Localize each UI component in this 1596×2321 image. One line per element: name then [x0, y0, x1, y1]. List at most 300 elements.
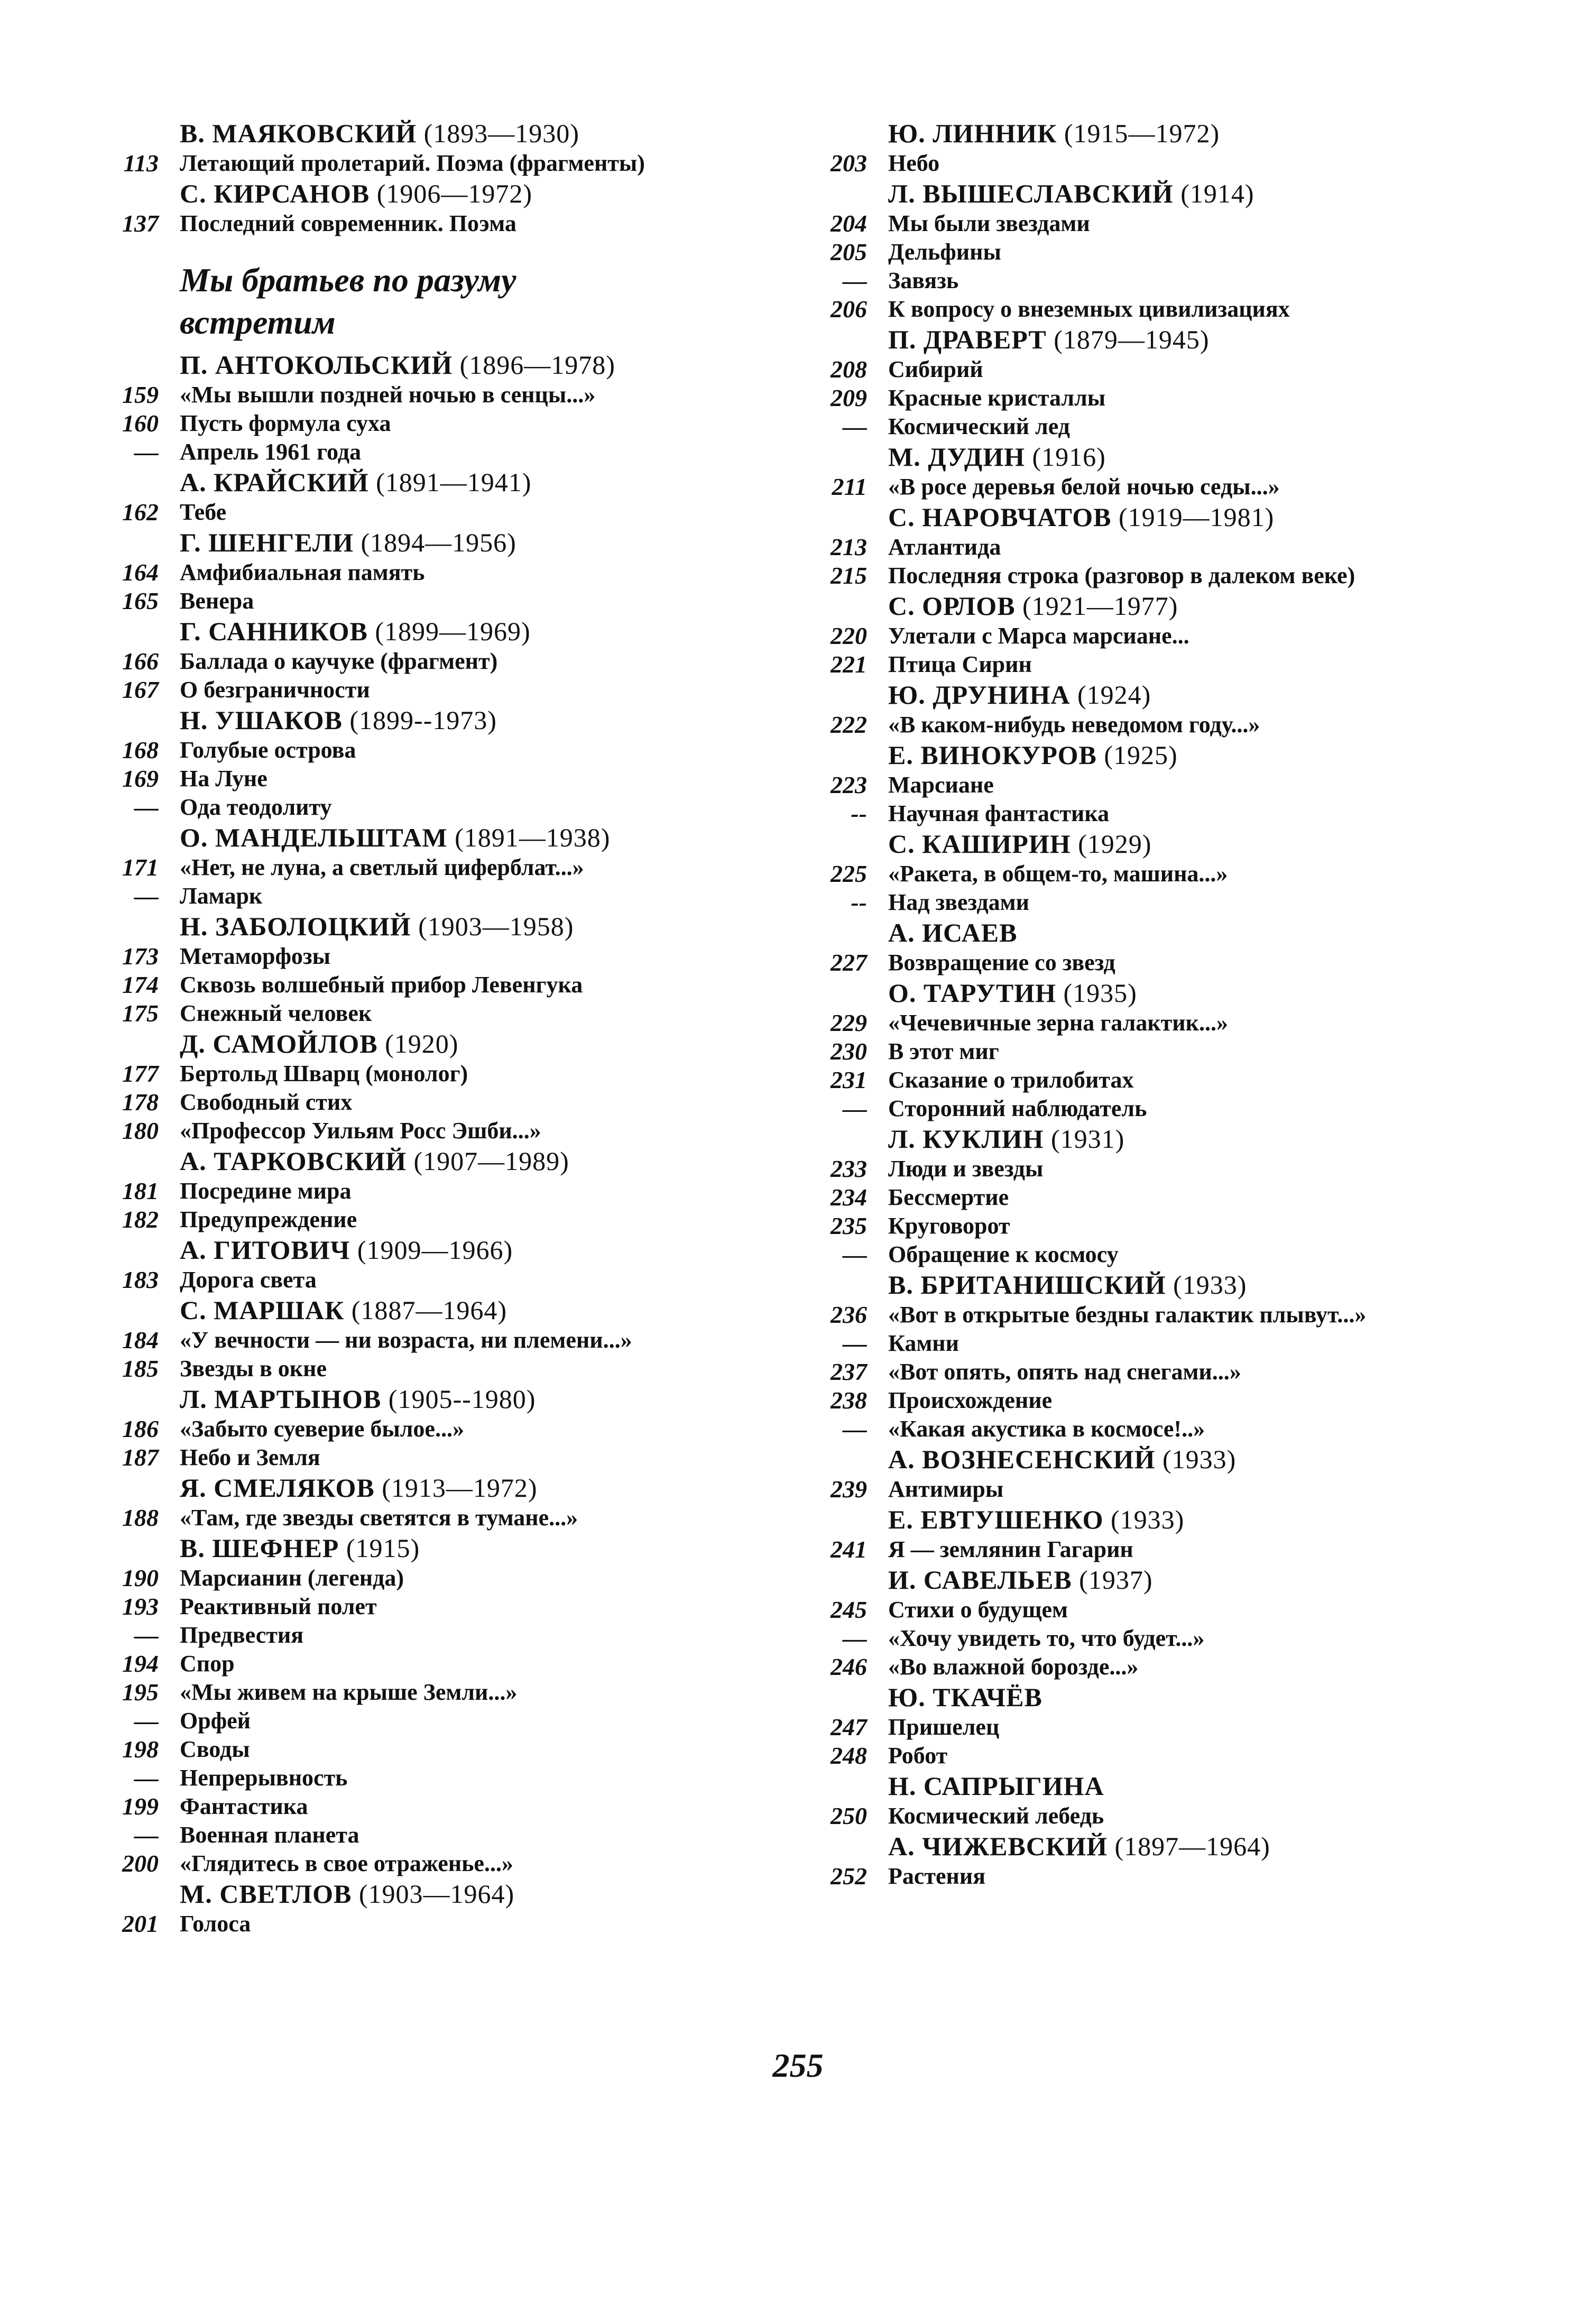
work-title: Пусть формула суха	[180, 410, 391, 436]
author-years: (1935)	[1063, 978, 1137, 1008]
work-title: Возвращение со звезд	[888, 950, 1115, 975]
page-ref: 239	[831, 1476, 867, 1503]
page-ref: 193	[122, 1593, 159, 1620]
work-entry	[804, 1301, 1575, 1329]
work-title: Сквозь волшебный прибор Левенгука	[180, 972, 583, 998]
page-ref: 238	[831, 1387, 867, 1414]
page-ref: 173	[122, 943, 159, 970]
work-entry	[804, 1386, 1575, 1415]
page-ref: 174	[122, 971, 159, 998]
work-entry	[95, 1592, 793, 1621]
author-name: В. БРИТАНИШСКИЙ	[888, 1270, 1166, 1300]
work-title: Голоса	[180, 1911, 251, 1937]
work-entry	[804, 1475, 1575, 1504]
work-title: «Ракета, в общем-то, машина...»	[888, 861, 1228, 887]
work-entry	[804, 1653, 1575, 1681]
work-entry	[95, 971, 793, 999]
author-name: Л. МАРТЫНОВ	[180, 1384, 382, 1414]
author-years: (1933)	[1162, 1444, 1237, 1474]
work-entry	[804, 1415, 1575, 1443]
author-name: А. КРАЙСКИЙ	[180, 467, 369, 497]
author-years: (1903—1958)	[418, 911, 574, 941]
page-ref: 221	[831, 651, 867, 678]
work-title: Пришелец	[888, 1714, 1000, 1740]
work-title: Люди и звезды	[888, 1156, 1044, 1182]
page-ref: —	[843, 413, 867, 440]
author-heading	[95, 1145, 793, 1177]
author-name: Ю. ДРУНИНА	[888, 680, 1071, 710]
work-title: Ламарк	[180, 883, 263, 909]
page-ref: 209	[831, 384, 867, 411]
work-title: Завязь	[888, 268, 959, 293]
work-entry	[804, 149, 1575, 178]
page-ref: —	[134, 1622, 159, 1648]
page-ref: 159	[122, 381, 159, 408]
work-title: Метаморфозы	[180, 943, 330, 969]
author-heading	[804, 1681, 1575, 1713]
page-ref: 160	[122, 410, 159, 437]
author-name: А. ВОЗНЕСЕНСКИЙ	[888, 1444, 1156, 1474]
page-ref: 237	[831, 1358, 867, 1385]
work-entry	[95, 736, 793, 765]
work-entry	[95, 1088, 793, 1117]
work-entry	[95, 1415, 793, 1443]
work-entry	[95, 1266, 793, 1294]
work-title: Военная планета	[180, 1822, 359, 1848]
author-name: А. ИСАЕВ	[888, 918, 1018, 947]
author-heading	[95, 1878, 793, 1910]
work-entry	[95, 942, 793, 971]
work-title: Камни	[888, 1330, 959, 1356]
work-entry	[95, 1355, 793, 1383]
author-name: Я. СМЕЛЯКОВ	[180, 1473, 375, 1503]
author-years: (1905--1980)	[388, 1384, 536, 1414]
page-ref: 200	[122, 1850, 159, 1877]
page-ref: 183	[122, 1266, 159, 1293]
work-entry	[95, 765, 793, 793]
work-entry	[804, 771, 1575, 799]
page-ref: 236	[831, 1301, 867, 1328]
work-entry	[95, 1849, 793, 1878]
work-title: «Во влажной борозде...»	[888, 1654, 1139, 1680]
work-title: В этот миг	[888, 1038, 999, 1064]
page-number: 255	[772, 2047, 824, 2084]
page-ref: 222	[831, 711, 867, 738]
work-entry	[95, 587, 793, 615]
work-entry	[95, 209, 793, 238]
work-entry	[804, 384, 1575, 412]
author-name: Е. ВИНОКУРОВ	[888, 740, 1097, 770]
page-ref: 208	[831, 356, 867, 383]
page-ref: 205	[831, 238, 867, 265]
work-entry	[804, 1009, 1575, 1037]
author-heading	[804, 501, 1575, 533]
author-years: (1909—1966)	[357, 1235, 513, 1265]
work-entry	[95, 999, 793, 1028]
page-ref: --	[851, 889, 867, 916]
work-entry	[95, 882, 793, 910]
work-entry	[804, 561, 1575, 590]
work-entry	[95, 647, 793, 676]
work-title: Звезды в окне	[180, 1356, 327, 1381]
author-years: (1916)	[1032, 442, 1106, 472]
work-title: Тебе	[180, 499, 227, 525]
work-title: Ода теодолиту	[180, 794, 332, 820]
author-years: (1899—1969)	[375, 616, 531, 646]
work-entry	[804, 1358, 1575, 1386]
work-title: «В каком-нибудь неведомом году...»	[888, 712, 1260, 738]
work-title: Апрель 1961 года	[180, 439, 361, 465]
author-years: (1921—1977)	[1022, 591, 1178, 621]
author-heading	[804, 1770, 1575, 1802]
work-entry	[804, 1183, 1575, 1212]
work-entry	[804, 295, 1575, 324]
work-entry	[804, 1037, 1575, 1066]
page-ref: —	[134, 1764, 159, 1791]
author-heading	[804, 1269, 1575, 1301]
author-years: (1933)	[1173, 1270, 1247, 1300]
author-name: О. ТАРУТИН	[888, 978, 1056, 1008]
author-years: (1907—1989)	[413, 1146, 569, 1176]
work-title: Предвестия	[180, 1622, 304, 1648]
page-ref: 182	[122, 1206, 159, 1233]
page-ref: 229	[831, 1009, 867, 1036]
page-ref: 166	[122, 648, 159, 675]
work-title: Своды	[180, 1736, 250, 1762]
work-entry	[804, 1802, 1575, 1830]
work-title: «Вот опять, опять над снегами...»	[888, 1359, 1241, 1385]
page-ref: 231	[831, 1066, 867, 1093]
page-ref: 178	[122, 1089, 159, 1116]
author-years: (1925)	[1104, 740, 1178, 770]
work-entry	[95, 793, 793, 822]
author-years: (1937)	[1079, 1565, 1153, 1595]
contents-column-left	[95, 117, 793, 1938]
work-entry	[804, 1713, 1575, 1742]
author-heading	[804, 1830, 1575, 1862]
author-heading	[95, 615, 793, 647]
page-ref: 169	[122, 765, 159, 792]
work-entry	[95, 1821, 793, 1849]
work-entry	[804, 1596, 1575, 1624]
page-ref: 181	[122, 1177, 159, 1204]
page-ref: --	[851, 800, 867, 827]
author-heading	[804, 117, 1575, 149]
work-entry	[804, 1094, 1575, 1123]
work-title: Круговорот	[888, 1213, 1010, 1239]
page-ref: 246	[831, 1653, 867, 1680]
author-heading	[95, 1472, 793, 1504]
work-entry	[804, 622, 1575, 650]
author-years: (1899--1973)	[349, 705, 497, 735]
author-name: И. САВЕЛЬЕВ	[888, 1565, 1072, 1595]
work-title: «Хочу увидеть то, что будет...»	[888, 1625, 1205, 1651]
page-ref: 190	[122, 1564, 159, 1591]
page-ref: 245	[831, 1596, 867, 1623]
work-title: «Там, где звезды светятся в тумане...»	[180, 1505, 578, 1531]
author-name: Л. КУКЛИН	[888, 1124, 1044, 1154]
work-title: Реактивный полет	[180, 1594, 377, 1619]
author-heading	[804, 739, 1575, 771]
page-ref: —	[134, 1821, 159, 1848]
author-name: Е. ЕВТУШЕНКО	[888, 1505, 1104, 1534]
contents-column-right	[804, 117, 1575, 1891]
author-name: Д. САМОЙЛОВ	[180, 1029, 378, 1058]
page-ref: —	[843, 267, 867, 294]
author-heading	[95, 527, 793, 558]
page-ref: 220	[831, 622, 867, 649]
author-heading	[95, 1532, 793, 1564]
work-entry	[95, 1621, 793, 1650]
author-years: (1931)	[1051, 1124, 1125, 1154]
author-name: Л. ВЫШЕСЛАВСКИЙ	[888, 179, 1174, 208]
author-years: (1933)	[1110, 1505, 1185, 1534]
work-entry	[95, 1707, 793, 1735]
work-title: Посредине мира	[180, 1178, 352, 1204]
author-name: А. ЧИЖЕВСКИЙ	[888, 1831, 1108, 1861]
work-title: «Мы живем на крыше Земли...»	[180, 1679, 518, 1705]
work-title: «Профессор Уильям Росс Эшби...»	[180, 1118, 541, 1144]
work-entry	[804, 1624, 1575, 1653]
page-ref: 175	[122, 1000, 159, 1027]
author-years: (1920)	[385, 1029, 459, 1058]
page-ref: 247	[831, 1714, 867, 1740]
page-ref: 203	[831, 150, 867, 177]
page-ref: 248	[831, 1742, 867, 1769]
work-entry	[804, 1240, 1575, 1269]
author-name: С. НАРОВЧАТОВ	[888, 502, 1112, 532]
work-entry	[95, 1764, 793, 1792]
page-ref: 241	[831, 1536, 867, 1563]
work-title: Сторонний наблюдатель	[888, 1095, 1147, 1121]
page-ref: 235	[831, 1212, 867, 1239]
work-title: Я — землянин Гагарин	[888, 1536, 1133, 1562]
work-title: «Вот в открытые бездны галактик плывут...»	[888, 1302, 1367, 1328]
author-name: П. АНТОКОЛЬСКИЙ	[180, 350, 453, 380]
author-name: В. ШЕФНЕР	[180, 1533, 339, 1563]
page-ref: —	[843, 1330, 867, 1357]
author-heading	[804, 324, 1575, 355]
page-ref: 162	[122, 499, 159, 526]
work-title: Атлантида	[888, 534, 1001, 560]
work-title: Антимиры	[888, 1476, 1004, 1502]
work-entry	[95, 676, 793, 704]
work-title: Непрерывность	[180, 1765, 348, 1791]
author-name: С. ОРЛОВ	[888, 591, 1016, 621]
page-ref: 168	[122, 736, 159, 763]
page-ref: 211	[832, 473, 867, 500]
author-years: (1879—1945)	[1054, 325, 1210, 354]
work-entry	[95, 1564, 793, 1592]
page-ref: 185	[122, 1355, 159, 1382]
author-years: (1894—1956)	[361, 528, 516, 557]
page-ref: 227	[831, 949, 867, 976]
work-title: Над звездами	[888, 889, 1029, 915]
work-entry	[804, 1535, 1575, 1564]
page-ref: 184	[122, 1327, 159, 1353]
page-ref: —	[134, 882, 159, 909]
work-entry	[804, 1066, 1575, 1094]
work-entry	[95, 1735, 793, 1764]
work-entry	[804, 799, 1575, 828]
author-heading	[95, 1028, 793, 1060]
page-ref: —	[843, 1241, 867, 1268]
author-name: В. МАЯКОВСКИЙ	[180, 118, 417, 148]
work-entry	[95, 1205, 793, 1234]
work-entry	[95, 1326, 793, 1355]
author-years: (1915—1972)	[1064, 118, 1220, 148]
work-entry	[95, 409, 793, 438]
author-name: Ю. ТКАЧЁВ	[888, 1682, 1043, 1712]
author-heading	[804, 917, 1575, 948]
author-heading	[95, 117, 793, 149]
work-title: Баллада о каучуке (фрагмент)	[180, 648, 498, 674]
work-title: Голубые острова	[180, 737, 356, 763]
author-name: А. ГИТОВИЧ	[180, 1235, 350, 1265]
work-entry	[804, 888, 1575, 917]
author-name: Ю. ЛИННИК	[888, 118, 1057, 148]
work-entry	[804, 711, 1575, 739]
author-name: Г. САННИКОВ	[180, 616, 368, 646]
author-years: (1906—1972)	[376, 179, 533, 208]
author-years: (1903—1964)	[358, 1879, 515, 1909]
work-title: Птица Сирин	[888, 651, 1032, 677]
work-title: «У вечности — ни возраста, ни племени...»	[180, 1327, 632, 1353]
author-years: (1919—1981)	[1118, 502, 1275, 532]
work-entry	[804, 650, 1575, 679]
work-entry	[804, 860, 1575, 888]
work-title: Бессмертие	[888, 1184, 1009, 1210]
page-ref: 195	[122, 1679, 159, 1706]
work-entry	[95, 1443, 793, 1472]
page-ref: 167	[122, 676, 159, 703]
work-title: Космический лед	[888, 413, 1070, 439]
page-ref: 201	[122, 1910, 159, 1937]
work-title: Фантастика	[180, 1793, 308, 1819]
work-entry	[95, 853, 793, 882]
work-title: Спор	[180, 1651, 235, 1677]
work-title: О безграничности	[180, 677, 370, 703]
page-ref: 233	[831, 1155, 867, 1182]
page-ref: 177	[122, 1060, 159, 1087]
work-title: Улетали с Марса марсиане...	[888, 623, 1189, 649]
work-title: Стихи о будущем	[888, 1597, 1068, 1623]
author-years: (1891—1938)	[455, 823, 611, 852]
work-title: «Глядитесь в свое отраженье...»	[180, 1850, 513, 1876]
page-ref: 225	[831, 860, 867, 887]
work-title: Красные кристаллы	[888, 385, 1106, 411]
work-entry	[804, 1155, 1575, 1183]
page-ref: 171	[122, 854, 159, 881]
author-years: (1896—1978)	[459, 350, 615, 380]
work-title: «Какая акустика в космосе!..»	[888, 1416, 1205, 1442]
work-title: Сибирий	[888, 356, 983, 382]
author-heading	[804, 1504, 1575, 1535]
author-name: Н. УШАКОВ	[180, 705, 343, 735]
work-entry	[804, 412, 1575, 441]
author-heading	[95, 466, 793, 498]
work-entry	[95, 438, 793, 466]
work-title: Амфибиальная память	[180, 559, 425, 585]
work-title: Орфей	[180, 1708, 251, 1734]
author-name: М. СВЕТЛОВ	[180, 1879, 352, 1909]
page-ref: 188	[122, 1504, 159, 1531]
work-entry	[804, 1212, 1575, 1240]
work-title: «Чечевичные зерна галактик...»	[888, 1010, 1228, 1036]
work-title: «Забыто суеверие былое...»	[180, 1416, 464, 1442]
work-entry	[95, 1060, 793, 1088]
work-entry	[804, 266, 1575, 295]
author-heading	[95, 1294, 793, 1326]
work-entry	[804, 473, 1575, 501]
author-years: (1897—1964)	[1114, 1831, 1270, 1861]
work-title: Обращение к космосу	[888, 1241, 1119, 1267]
author-name: Н. ЗАБОЛОЦКИЙ	[180, 911, 411, 941]
page-ref: —	[134, 1707, 159, 1734]
work-title: Предупреждение	[180, 1206, 357, 1232]
work-title: Летающий пролетарий. Поэма (фрагменты)	[180, 150, 645, 176]
author-name: П. ДРАВЕРТ	[888, 325, 1047, 354]
page-ref: 137	[122, 210, 159, 237]
author-name: М. ДУДИН	[888, 442, 1026, 472]
page-ref: —	[134, 438, 159, 465]
author-years: (1914)	[1180, 179, 1254, 208]
page-ref: 199	[122, 1793, 159, 1820]
work-entry	[804, 1862, 1575, 1891]
author-years: (1913—1972)	[382, 1473, 538, 1503]
work-title: Небо и Земля	[180, 1444, 320, 1470]
author-heading	[804, 1564, 1575, 1596]
author-years: (1893—1930)	[423, 118, 579, 148]
author-name: Г. ШЕНГЕЛИ	[180, 528, 354, 557]
author-years: (1887—1964)	[351, 1295, 508, 1325]
work-title: Научная фантастика	[888, 800, 1110, 826]
page-ref: 194	[122, 1650, 159, 1677]
author-years: (1915)	[346, 1533, 420, 1563]
work-entry	[95, 1650, 793, 1678]
work-title: «Нет, не луна, а светлый циферблат...»	[180, 854, 584, 880]
work-entry	[95, 1678, 793, 1707]
work-title: Происхождение	[888, 1387, 1053, 1413]
author-heading	[804, 1123, 1575, 1155]
author-years: (1891—1941)	[376, 467, 532, 497]
work-title: Дорога света	[180, 1267, 317, 1293]
page-ref: 204	[831, 210, 867, 237]
work-title: Мы были звездами	[888, 210, 1090, 236]
page-ref: 250	[831, 1802, 867, 1829]
work-title: Последний современник. Поэма	[180, 210, 516, 236]
author-years: (1929)	[1078, 829, 1152, 859]
work-title: Марсиане	[888, 772, 994, 798]
author-heading	[95, 704, 793, 736]
author-heading	[804, 178, 1575, 209]
work-title: Марсианин (легенда)	[180, 1565, 404, 1591]
page-ref: 164	[122, 559, 159, 586]
work-entry	[95, 1910, 793, 1938]
author-heading	[804, 828, 1575, 860]
work-title: «Мы вышли поздней ночью в сенцы...»	[180, 382, 596, 408]
author-name: Н. САПРЫГИНА	[888, 1771, 1104, 1801]
page-ref: 198	[122, 1736, 159, 1763]
work-title: Робот	[888, 1743, 948, 1769]
author-heading	[95, 822, 793, 853]
page-ref: 206	[831, 296, 867, 323]
author-name: С. КАШИРИН	[888, 829, 1071, 859]
author-name: С. МАРШАК	[180, 1295, 345, 1325]
author-heading	[804, 590, 1575, 622]
page-ref: 186	[122, 1415, 159, 1442]
work-title: К вопросу о внеземных цивилизациях	[888, 296, 1290, 322]
